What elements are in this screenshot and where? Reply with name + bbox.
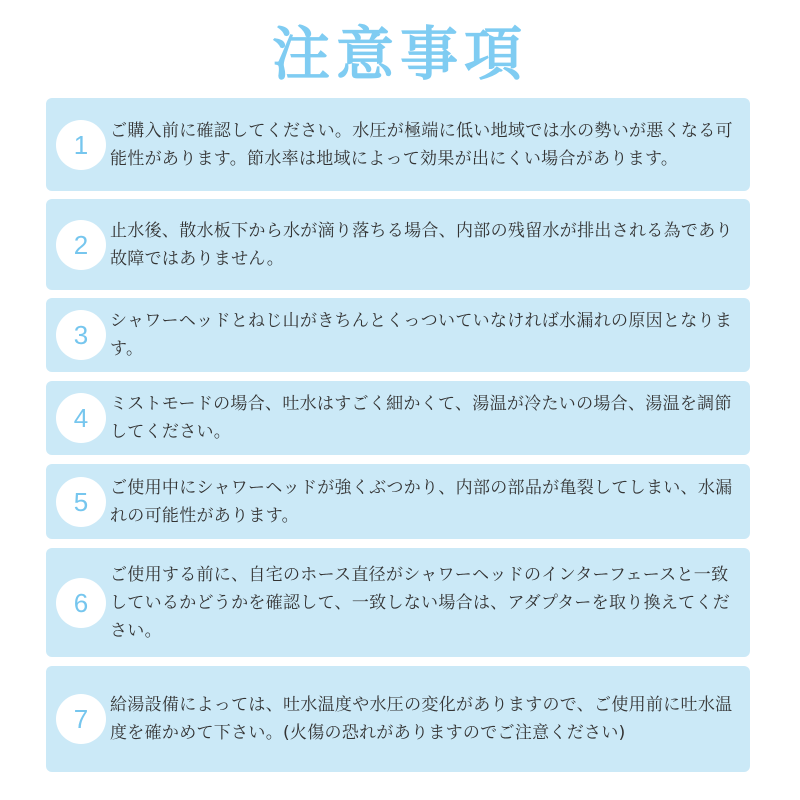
- note-text: ご使用中にシャワーヘッドが強くぶつかり、内部の部品が亀裂してしまい、水漏れの可能性があります。: [110, 477, 733, 526]
- note-text: 止水後、散水板下から水が滴り落ちる場合、内部の残留水が排出される為であり故障ではありません。: [110, 220, 733, 269]
- note-number-badge: 5: [56, 477, 106, 527]
- note-number-badge: 1: [56, 120, 106, 170]
- note-number-badge: 4: [56, 393, 106, 443]
- note-text: ミストモードの場合、吐水はすごく細かくて、湯温が冷たいの場合、湯温を調節してください。: [110, 394, 732, 442]
- note-card-4: [46, 381, 750, 455]
- note-card-6: [46, 548, 750, 657]
- note-number-badge: 3: [56, 310, 106, 360]
- note-card-7: [46, 666, 750, 772]
- note-text: シャワーヘッドとねじ山がきちんとくっついていなければ水漏れの原因となります。: [110, 311, 733, 359]
- page-title: 注意事項: [271, 20, 528, 88]
- note-card-3: [46, 298, 750, 372]
- note-card-2: [46, 199, 750, 290]
- note-number-badge: 2: [56, 220, 106, 270]
- note-number-badge: 6: [56, 578, 106, 628]
- note-number-badge: 7: [56, 694, 106, 744]
- note-text: ご使用する前に、自宅のホース直径がシャワーヘッドのインターフェースと一致しているかどうかを確認して、一致しない場合は、アダプターを取り換えてください。: [110, 564, 731, 641]
- note-card-1: [46, 98, 750, 191]
- note-text: 給湯設備によっては、吐水温度や水圧の変化がありますので、ご使用前に吐水温度を確かめて下さい。(火傷の恐れがありますのでご注意ください): [110, 695, 733, 743]
- note-text: ご購入前に確認してください。水圧が極端に低い地域では水の勢いが悪くなる可能性があります。節水率は地域によって効果が出にくい場合があります。: [110, 120, 733, 169]
- note-card-5: [46, 464, 750, 539]
